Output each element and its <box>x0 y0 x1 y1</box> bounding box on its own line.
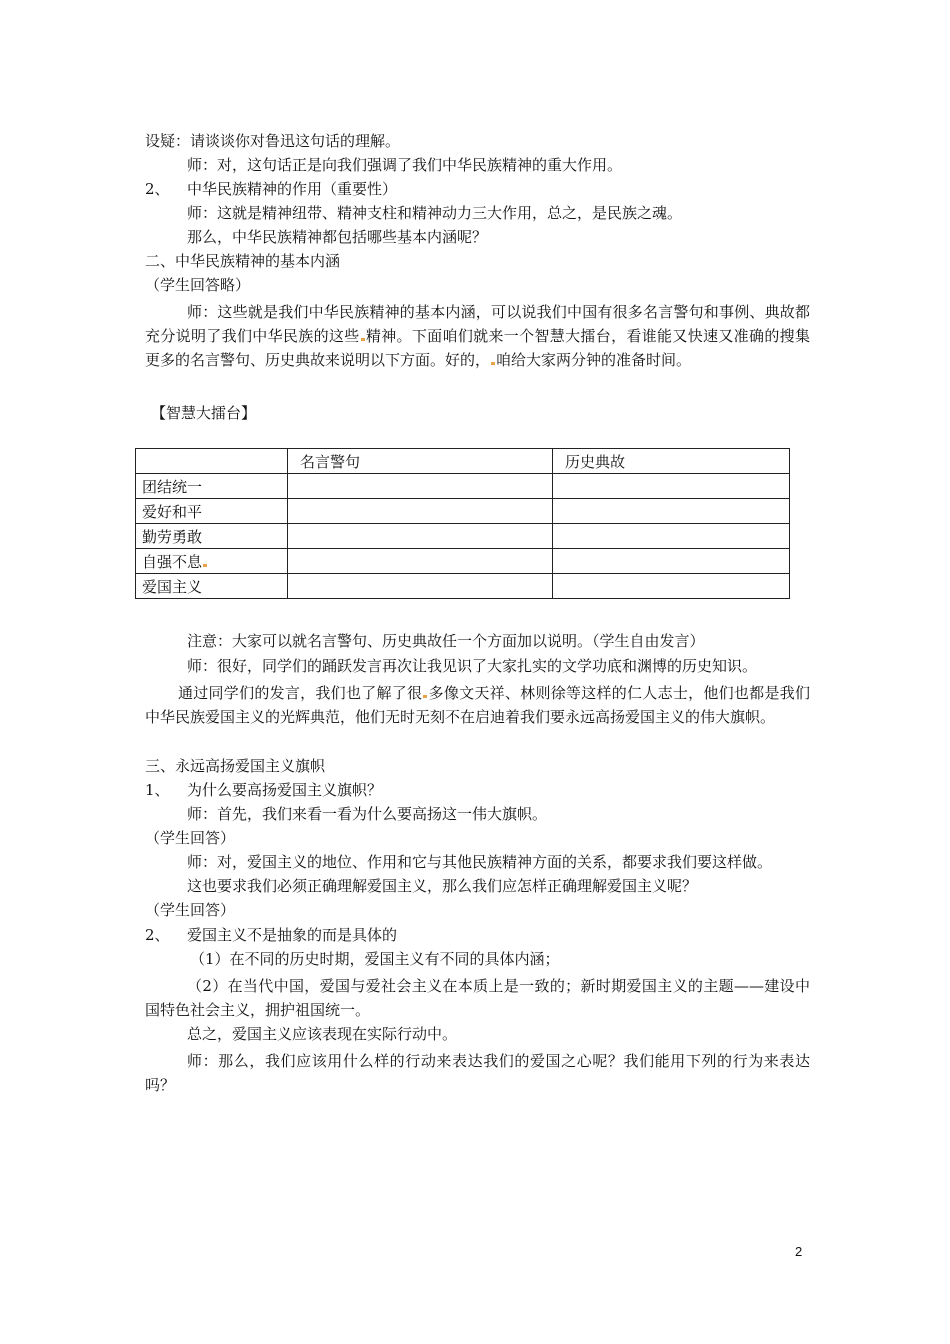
table-row <box>136 574 790 599</box>
table-header-row <box>136 449 790 474</box>
row-label: 爱国主义 <box>136 574 288 599</box>
note-line: 注意：大家可以就名言警句、历史典故任一个方面加以说明。（学生自由发言） <box>187 632 705 650</box>
text-line: 总之，爱国主义应该表现在实际行动中。 <box>187 1025 458 1043</box>
table-cell <box>288 574 553 599</box>
numbered-heading <box>145 180 810 199</box>
text-line: 这也要求我们必须正确理解爱国主义，那么我们应怎样正确理解爱国主义呢？ <box>187 877 698 895</box>
row-label: 勤劳勇敢 <box>136 524 288 549</box>
teacher-line: 师：对，爱国主义的地位、作用和它与其他民族精神方面的关系，都要求我们要这样做。 <box>187 853 773 871</box>
edit-mark <box>203 564 207 567</box>
item-number: 2、 <box>145 180 170 198</box>
table-cell <box>553 524 790 549</box>
edit-mark <box>491 362 495 365</box>
section-heading: 三、永远高扬爱国主义旗帜 <box>145 757 326 775</box>
table-header-cell: 名言警句 <box>288 449 553 474</box>
sub-item-paragraph: （2）在当代中国，爱国与爱社会主义在本质上是一致的；新时期爱国主义的主题——建设中国特色社会主义，拥护祖国统一。 <box>145 977 810 1019</box>
table-cell <box>288 549 553 574</box>
student-answer-note: （学生回答） <box>145 901 236 919</box>
row-label: 自强不息 <box>136 549 288 574</box>
row-label: 爱好和平 <box>136 499 288 524</box>
table-cell <box>553 549 790 574</box>
table-cell <box>553 574 790 599</box>
teacher-line: 师：很好，同学们的踊跃发言再次让我见识了大家扎实的文学功底和渊博的历史知识。 <box>187 657 758 675</box>
teacher-paragraph: 师：那么，我们应该用什么样的行动来表达我们的爱国之心呢？我们能用下列的行为来表达吗？ <box>145 1052 810 1094</box>
table-cell <box>553 474 790 499</box>
text-paragraph: 通过同学们的发言，我们也了解了很 多像文天祥、林则徐等这样的仁人志士，他们也都是我们中华民族爱国主义的光辉典范，他们无时无刻不在启迪着我们要永远高扬爱国主义的伟大旗帜。 <box>145 684 810 726</box>
table-header-cell <box>136 449 288 474</box>
item-text: 为什么要高扬爱国主义旗帜？ <box>187 781 383 799</box>
teacher-line: 师：首先，我们来看一看为什么要高扬这一伟大旗帜。 <box>187 805 548 823</box>
student-answer-note: （学生回答略） <box>145 276 251 294</box>
table-cell <box>288 499 553 524</box>
teacher-line: 师：这就是精神纽带、精神支柱和精神动力三大作用，总之，是民族之魂。 <box>187 204 683 222</box>
table-row <box>136 474 790 499</box>
table-row <box>136 499 790 524</box>
numbered-heading <box>145 781 810 800</box>
teacher-line: 师：对，这句话正是向我们强调了我们中华民族精神的重大作用。 <box>187 156 623 174</box>
table-cell <box>553 499 790 524</box>
sub-item: （1）在不同的历史时期，爱国主义有不同的具体内涵； <box>190 950 560 968</box>
item-number: 2、 <box>145 926 170 944</box>
item-number: 1、 <box>145 781 170 799</box>
row-label: 团结统一 <box>136 474 288 499</box>
edit-mark <box>423 695 427 698</box>
activity-table <box>135 448 790 599</box>
section-heading: 二、中华民族精神的基本内涵 <box>145 252 341 270</box>
page-number: 2 <box>795 1244 803 1259</box>
item-text: 中华民族精神的作用（重要性） <box>187 180 398 198</box>
question-prompt: 设疑：请谈谈你对鲁迅这句话的理解。 <box>145 132 401 150</box>
text-line: 那么，中华民族精神都包括哪些基本内涵呢？ <box>187 228 488 246</box>
activity-title: 【智慧大擂台】 <box>151 404 257 422</box>
edit-mark <box>361 338 365 341</box>
teacher-paragraph: 师：这些就是我们中华民族精神的基本内涵，可以说我们中国有很多名言警句和事例、典故都充分说明了我们中华民族的这些 精神。下面咱们就来一个智慧大擂台，看谁能又快速又准确的搜集更多的名言警句、历史典故来说明以下方面。好的， 咱给大家两分钟的准备时间。 <box>145 303 810 369</box>
numbered-heading <box>145 926 810 945</box>
student-answer-note: （学生回答） <box>145 829 236 847</box>
table-cell <box>288 524 553 549</box>
table-cell <box>288 474 553 499</box>
table-row <box>136 524 790 549</box>
table-row <box>136 549 790 574</box>
table-header-cell: 历史典故 <box>553 449 790 474</box>
item-text: 爱国主义不是抽象的而是具体的 <box>187 926 398 944</box>
